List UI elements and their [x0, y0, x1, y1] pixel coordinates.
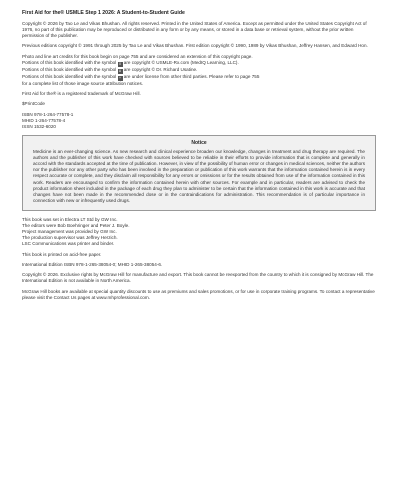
photo-credits-line-2-pre: Portions of this book identified with the symbol: [22, 59, 118, 65]
notice-body: Medicine is an ever-changing science. As new research and clinical experience broaden our knowledge, changes in treatment and drug therapy are required. The authors and the publisher of this work have checked with sources believed to be reliable in their efforts to provide information that is complete and generally in accord with the standards accepted at the time of publication. However, in view of the possibility of human error or changes in medical sciences, neither the authors nor the publisher nor any other party who has been involved in the preparation or publication of this work warrants that the information contained herein is in every respect accurate or complete, and they disclaim all responsibility for any errors or omissions or for the results obtained from use of the information contained in this work. Readers are encouraged to confirm the information contained herein with other sources. For example and in particular, readers are advised to check the product information sheet included in the package of each drug they plan to administer to be certain that the information contained in this work is accurate and that changes have not been made in the recommended dose or in the contraindications for administration. This recommendation is of particular importance in connection with new or infrequently used drugs.: [33, 149, 365, 203]
photo-credits-line-1: Photo and line art credits for this book begin on page 755 and are considered an extension of this copyright page.: [22, 53, 253, 59]
production-credits-block: [22, 217, 376, 247]
photo-credits-line-5: for a complete list of those image source attribution notices.: [22, 80, 144, 86]
previous-editions-paragraph: Previous editions copyright © 1991 through 2025 by Tao Le and Vikas Bhushan. First edition copyright © 1990, 1989 by Vikas Bhushan, Jeffrey Hansen, and Edward Hon.: [22, 43, 368, 49]
production-line: Project management was provided by GW Inc.: [22, 229, 117, 235]
issn-line: ISSN 1532-6020: [22, 123, 56, 129]
photo-credits-block: [22, 54, 376, 87]
photo-credits-line-4-post: are under license from other third parties. Please refer to page 755: [122, 73, 260, 79]
notice-box: [22, 135, 376, 211]
special-sales-paragraph: McGraw Hill books are available at special quantity discounts to use as premiums and sales promotions, or for use in corporate training programs. To contact a representative please visit the Contact Us pages at www.mhprofessional.com.: [22, 288, 375, 300]
international-edition-paragraph: International Edition ISBN 978-1-265-38054-0; MHID 1-265-38054-6.: [22, 261, 163, 267]
photo-credits-line-2-post: are copyright © USMLE-Rx.com (MedIQ Learning, LLC).: [122, 59, 239, 65]
book-title: First Aid for the® USMLE Step 1 2026: A Student-to-Student Guide: [22, 10, 185, 16]
production-line: The production supervisor was Jeffrey Herzich.: [22, 235, 118, 241]
usmle-rx-symbol-icon: X: [118, 61, 122, 66]
acid-free-paragraph: This book is printed on acid-free paper.: [22, 251, 102, 257]
production-line: This book was set in Electra LT Std by GW Inc.: [22, 216, 118, 222]
printcode: $PrintCode: [22, 101, 45, 107]
photo-credits-line-4-pre: Portions of this book identified with the symbol: [22, 73, 118, 79]
copyright-paragraph: Copyright © 2026 by Tao Le and Vikas Bhushan. All rights reserved. Printed in the United States of America. Except as permitted under the United States Copyright Act of 1976, no part of this publication may be reproduced or distributed in any form or by any means, or stored in a data base or retrieval system, without the prior written permission of the publisher.: [22, 21, 367, 39]
mhid-line: MHID 1-264-77578-4: [22, 117, 66, 123]
production-line: The editors were Bob Boehringer and Peter J. Boyle.: [22, 223, 130, 228]
isbn-line: ISBN 978-1-264-77578-1: [22, 111, 74, 117]
production-line: LSC Communications was printer and binder.: [22, 241, 115, 247]
usatine-symbol-icon: U: [118, 68, 122, 73]
notice-title: Notice: [191, 139, 207, 146]
photo-credits-line-3-pre: Portions of this book identified with the symbol: [22, 66, 118, 72]
third-party-symbol-icon: +: [119, 75, 121, 80]
photo-credits-line-3-post: are copyright © Dr. Richard Usatine.: [122, 66, 198, 72]
export-paragraph: Copyright © 2026. Exclusive rights by McGraw Hill for manufacture and export. This book cannot be reexported from the country to which it is consigned by McGraw Hill. The International Edition is not available in North America.: [22, 272, 374, 284]
isbn-block: [22, 112, 376, 130]
trademark-paragraph: First Aid for the® is a registered trademark of McGraw Hill.: [22, 91, 141, 97]
